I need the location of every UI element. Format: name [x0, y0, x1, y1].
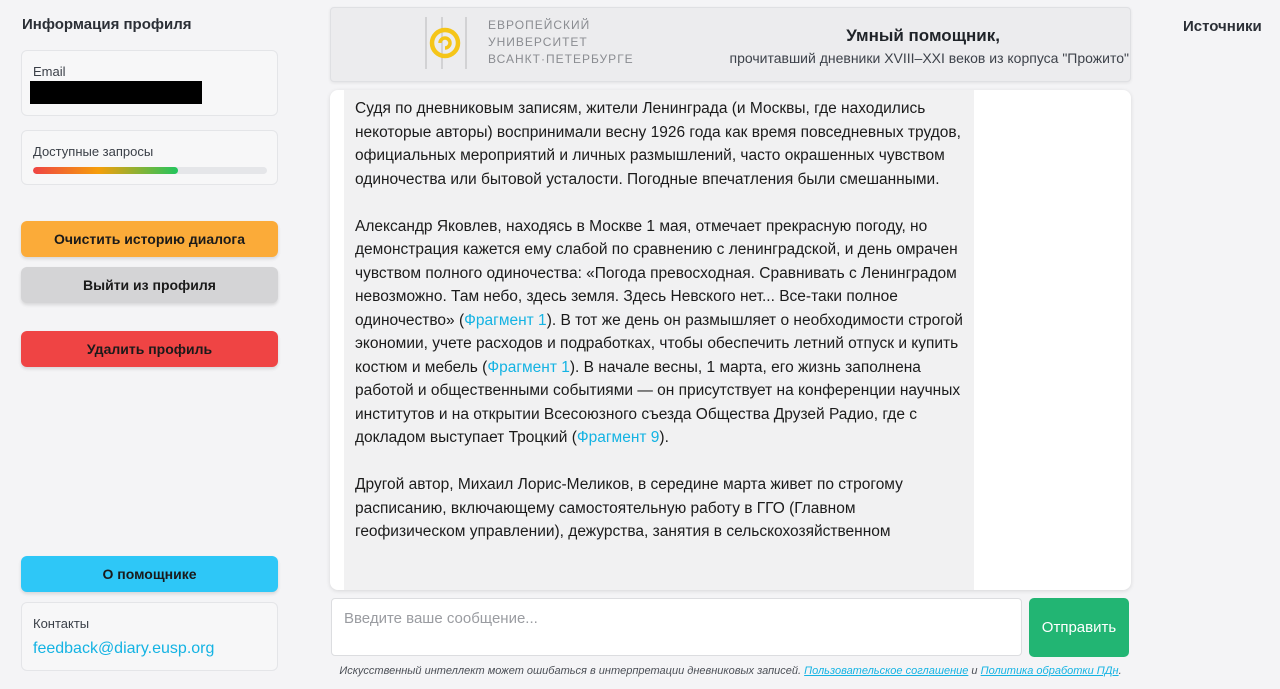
email-label: Email — [33, 64, 66, 79]
disclaimer-dot: . — [1118, 665, 1122, 677]
privacy-policy-link[interactable]: Политика обработки ПДн — [980, 665, 1119, 677]
contacts-email-link[interactable]: feedback@diary.eusp.org — [33, 640, 215, 657]
quota-card — [21, 130, 278, 185]
user-agreement-link[interactable]: Пользовательское соглашение — [804, 665, 969, 677]
fragment-link[interactable]: Фрагмент 1 — [487, 358, 570, 376]
university-line-2: УНИВЕРСИТЕТ — [488, 35, 588, 49]
sources-title: Источники — [1183, 18, 1262, 35]
university-line-3: ВСАНКТ·ПЕТЕРБУРГЕ — [488, 52, 634, 66]
chat-area[interactable] — [330, 90, 1131, 590]
message-text: ). В тот же день он размышляет о необходимости строгой экономии, учете расходов и подработках, чтобы обеспечить летний отпуск и купить костюм и мебель ( — [355, 311, 963, 376]
profile-sidebar — [21, 0, 278, 689]
quota-label: Доступные запросы — [33, 144, 154, 159]
about-assistant-button[interactable]: О помощнике — [21, 556, 278, 592]
assistant-subtitle: прочитавший дневники XVIII–XXI веков из корпуса "Прожито" — [729, 50, 1129, 66]
email-redacted-value — [30, 81, 202, 104]
logout-button[interactable]: Выйти из профиля — [21, 267, 278, 303]
assistant-title: Умный помощник, — [846, 26, 1000, 45]
eusp-logo-icon — [425, 17, 467, 69]
message-paragraph-3: Другой автор, Михаил Лорис-Меликов, в середине марта живет по строгому расписанию, включающему самостоятельную работу в ГГО (Главном геофизическом управлении), дежурства, занятия в сельскохозяйственном — [355, 476, 903, 540]
message-text: ). — [659, 429, 669, 446]
contacts-label: Контакты — [33, 616, 90, 631]
quota-progress-fill — [33, 167, 178, 174]
message-text: Александр Яковлев, находясь в Москве 1 мая, отмечает прекрасную погоду, но демонстрация кажется ему слабой по сравнению с ленинградской, и день омрачен чувством полного одиночества: «Погода превосходная. Сравнивать с Ленинградом невозможно. Там небо, здесь земля. Здесь Невского нет... Все-таки полное одиночество» ( — [355, 217, 958, 329]
fragment-link[interactable]: Фрагмент 1 — [464, 311, 547, 329]
header — [330, 7, 1131, 82]
contacts-card — [21, 602, 278, 671]
message-paragraph-1: Судя по дневниковым записям, жители Ленинграда (и Москвы, где находились некоторые авторы) воспринимали весну 1926 года как время повседневных трудов, официальных мероприятий и личных размышлений, часто окрашенных чувством одиночества или бытовой усталости. Погодные впечатления были смешанными. — [355, 100, 961, 188]
assistant-message — [344, 90, 974, 590]
university-name — [488, 17, 634, 68]
profile-title: Информация профиля — [22, 16, 192, 33]
disclaimer-and: и — [971, 665, 978, 677]
email-card — [21, 50, 278, 116]
message-input[interactable] — [331, 598, 1022, 656]
disclaimer-text: Искусственный интеллект может ошибаться в интерпретации дневниковых записей. — [339, 665, 802, 677]
delete-profile-button[interactable]: Удалить профиль — [21, 331, 278, 367]
message-paragraph-2 — [355, 215, 964, 450]
fragment-link[interactable]: Фрагмент 9 — [576, 429, 660, 446]
disclaimer — [330, 665, 1131, 677]
message-text: ). В начале весны, 1 марта, его жизнь заполнена работой и общественными событиями — он присутствует на конференции научных институтов и на открытии Всесоюзного съезда Общества Друзей Радио, где с докладом выступает Троцкий ( — [355, 358, 961, 446]
university-line-1: ЕВРОПЕЙСКИЙ — [488, 18, 591, 32]
send-button[interactable]: Отправить — [1029, 598, 1129, 657]
quota-progress-bar — [33, 167, 267, 174]
clear-history-button[interactable]: Очистить историю диалога — [21, 221, 278, 257]
